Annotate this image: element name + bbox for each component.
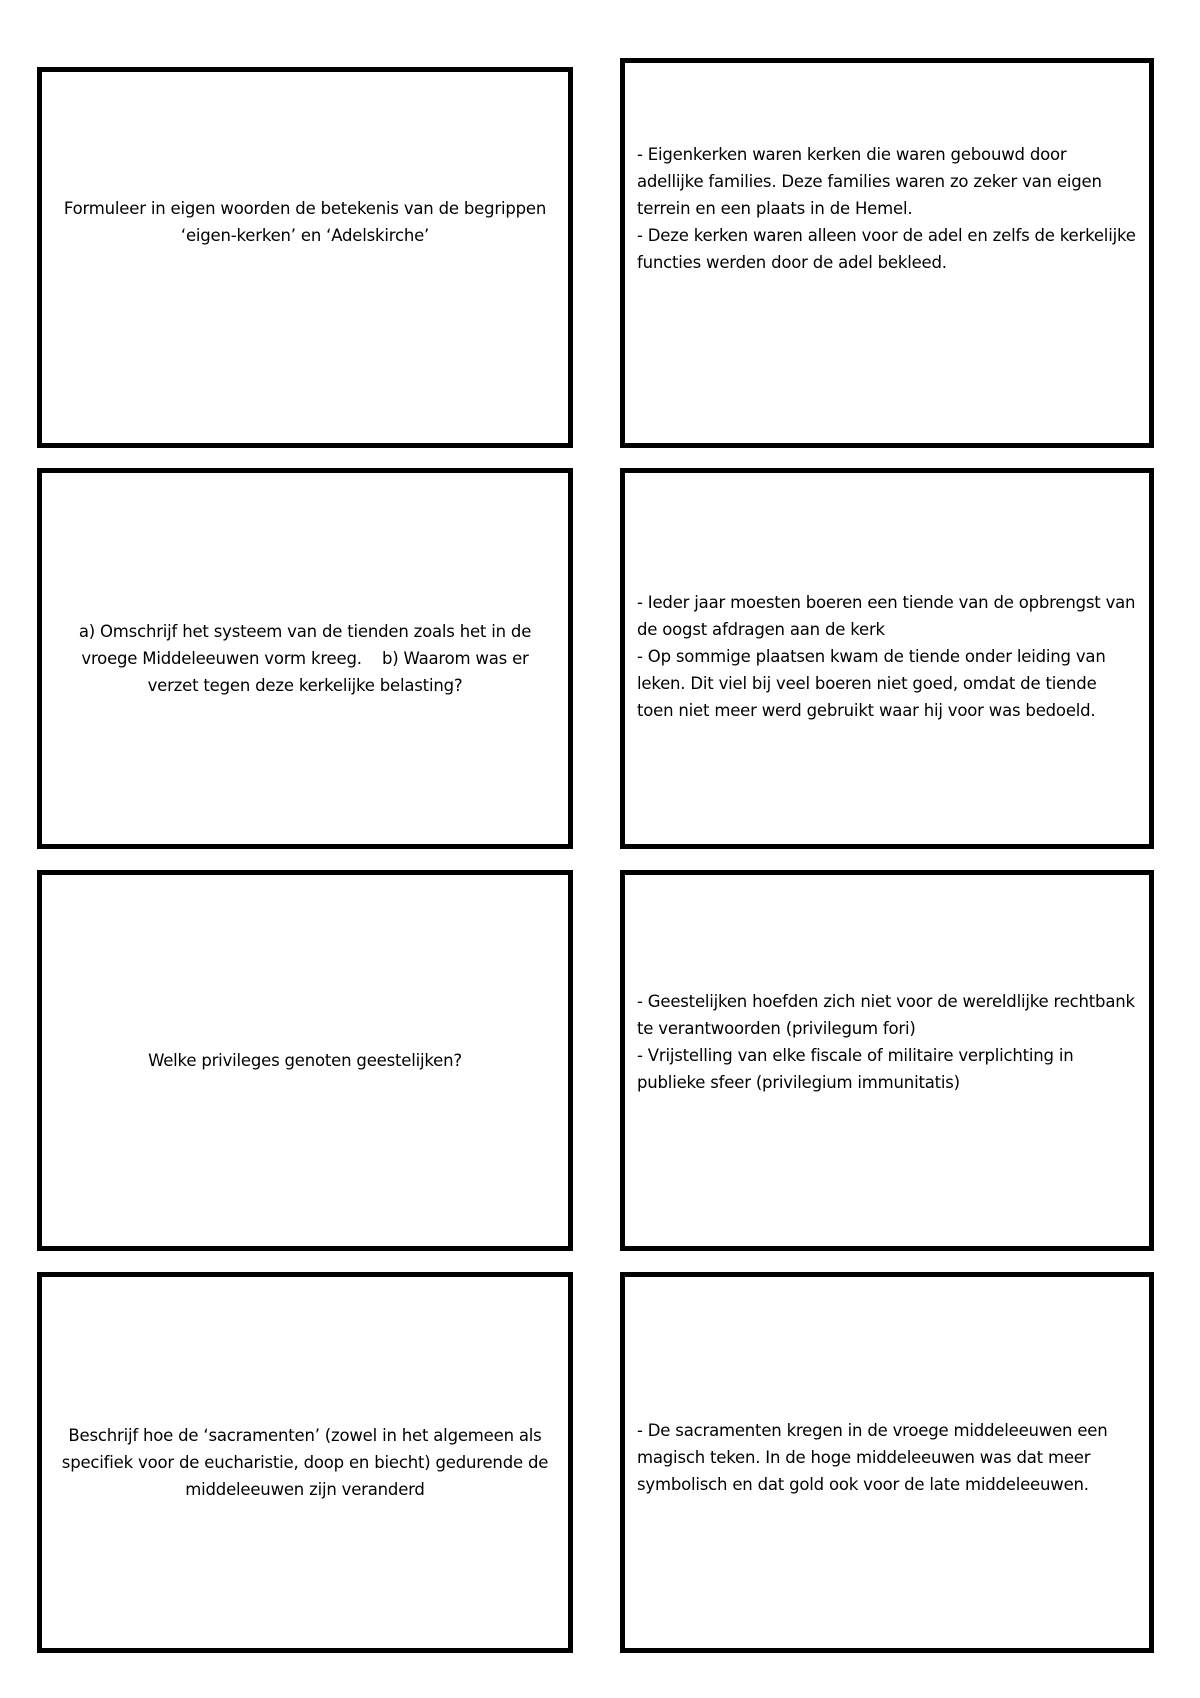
question-card-2 [37,468,573,849]
answer-card-2 [620,468,1154,849]
question-text-4: Beschrijf hoe de ‘sacramenten’ (zowel in het algemeen als specifiek voor de eucharistie, doop en biecht) gedurende de middeleeuwen zijn veranderd [61,1426,549,1499]
answer-line: - Geestelijken hoefden zich niet voor de wereldlijke rechtbank te verantwoorden (privilegum fori) [637,991,1135,1038]
answer-text-4 [637,1417,1137,1498]
question-card-4 [37,1272,573,1653]
answer-line: - Eigenkerken waren kerken die waren gebouwd door adellijke families. Deze families waren zo zeker van eigen terrein en een plaats in de Hemel. [637,144,1102,218]
question-card-3 [37,870,573,1251]
question-card-1 [37,67,573,448]
question-text-1: Formuleer in eigen woorden de betekenis van de begrippen ‘eigen-kerken’ en ‘Adelskirche’ [63,198,547,245]
answer-line: - Vrijstelling van elke fiscale of militaire verplichting in publieke sfeer (privilegium immunitatis) [637,1045,1074,1092]
answer-card-4 [620,1272,1154,1653]
question-text-3: Welke privileges genoten geestelijken? [148,1051,462,1070]
answer-card-3 [620,870,1154,1251]
answer-line: - Ieder jaar moesten boeren een tiende van de opbrengst van de oogst afdragen aan de kerk [637,592,1136,639]
answer-text-2 [637,589,1137,724]
answer-line: - De sacramenten kregen in de vroege middeleeuwen een magisch teken. In de hoge middeleeuwen was dat meer symbolisch en dat gold ook voor de late middeleeuwen. [637,1421,1108,1494]
answer-card-1 [620,58,1154,448]
answer-text-3 [637,988,1137,1096]
answer-text-1 [637,141,1137,276]
answer-line: - Deze kerken waren alleen voor de adel en zelfs de kerkelijke functies werden door de adel bekleed. [637,225,1136,272]
answer-line: - Op sommige plaatsen kwam de tiende onder leiding van leken. Dit viel bij veel boeren niet goed, omdat de tiende toen niet meer werd gebruikt waar hij voor was bedoeld. [637,646,1106,720]
question-text-2: a) Omschrijf het systeem van de tienden zoals het in de vroege Middeleeuwen vorm kreeg. b) Waarom was er verzet tegen deze kerkelijke belasting? [78,622,537,695]
